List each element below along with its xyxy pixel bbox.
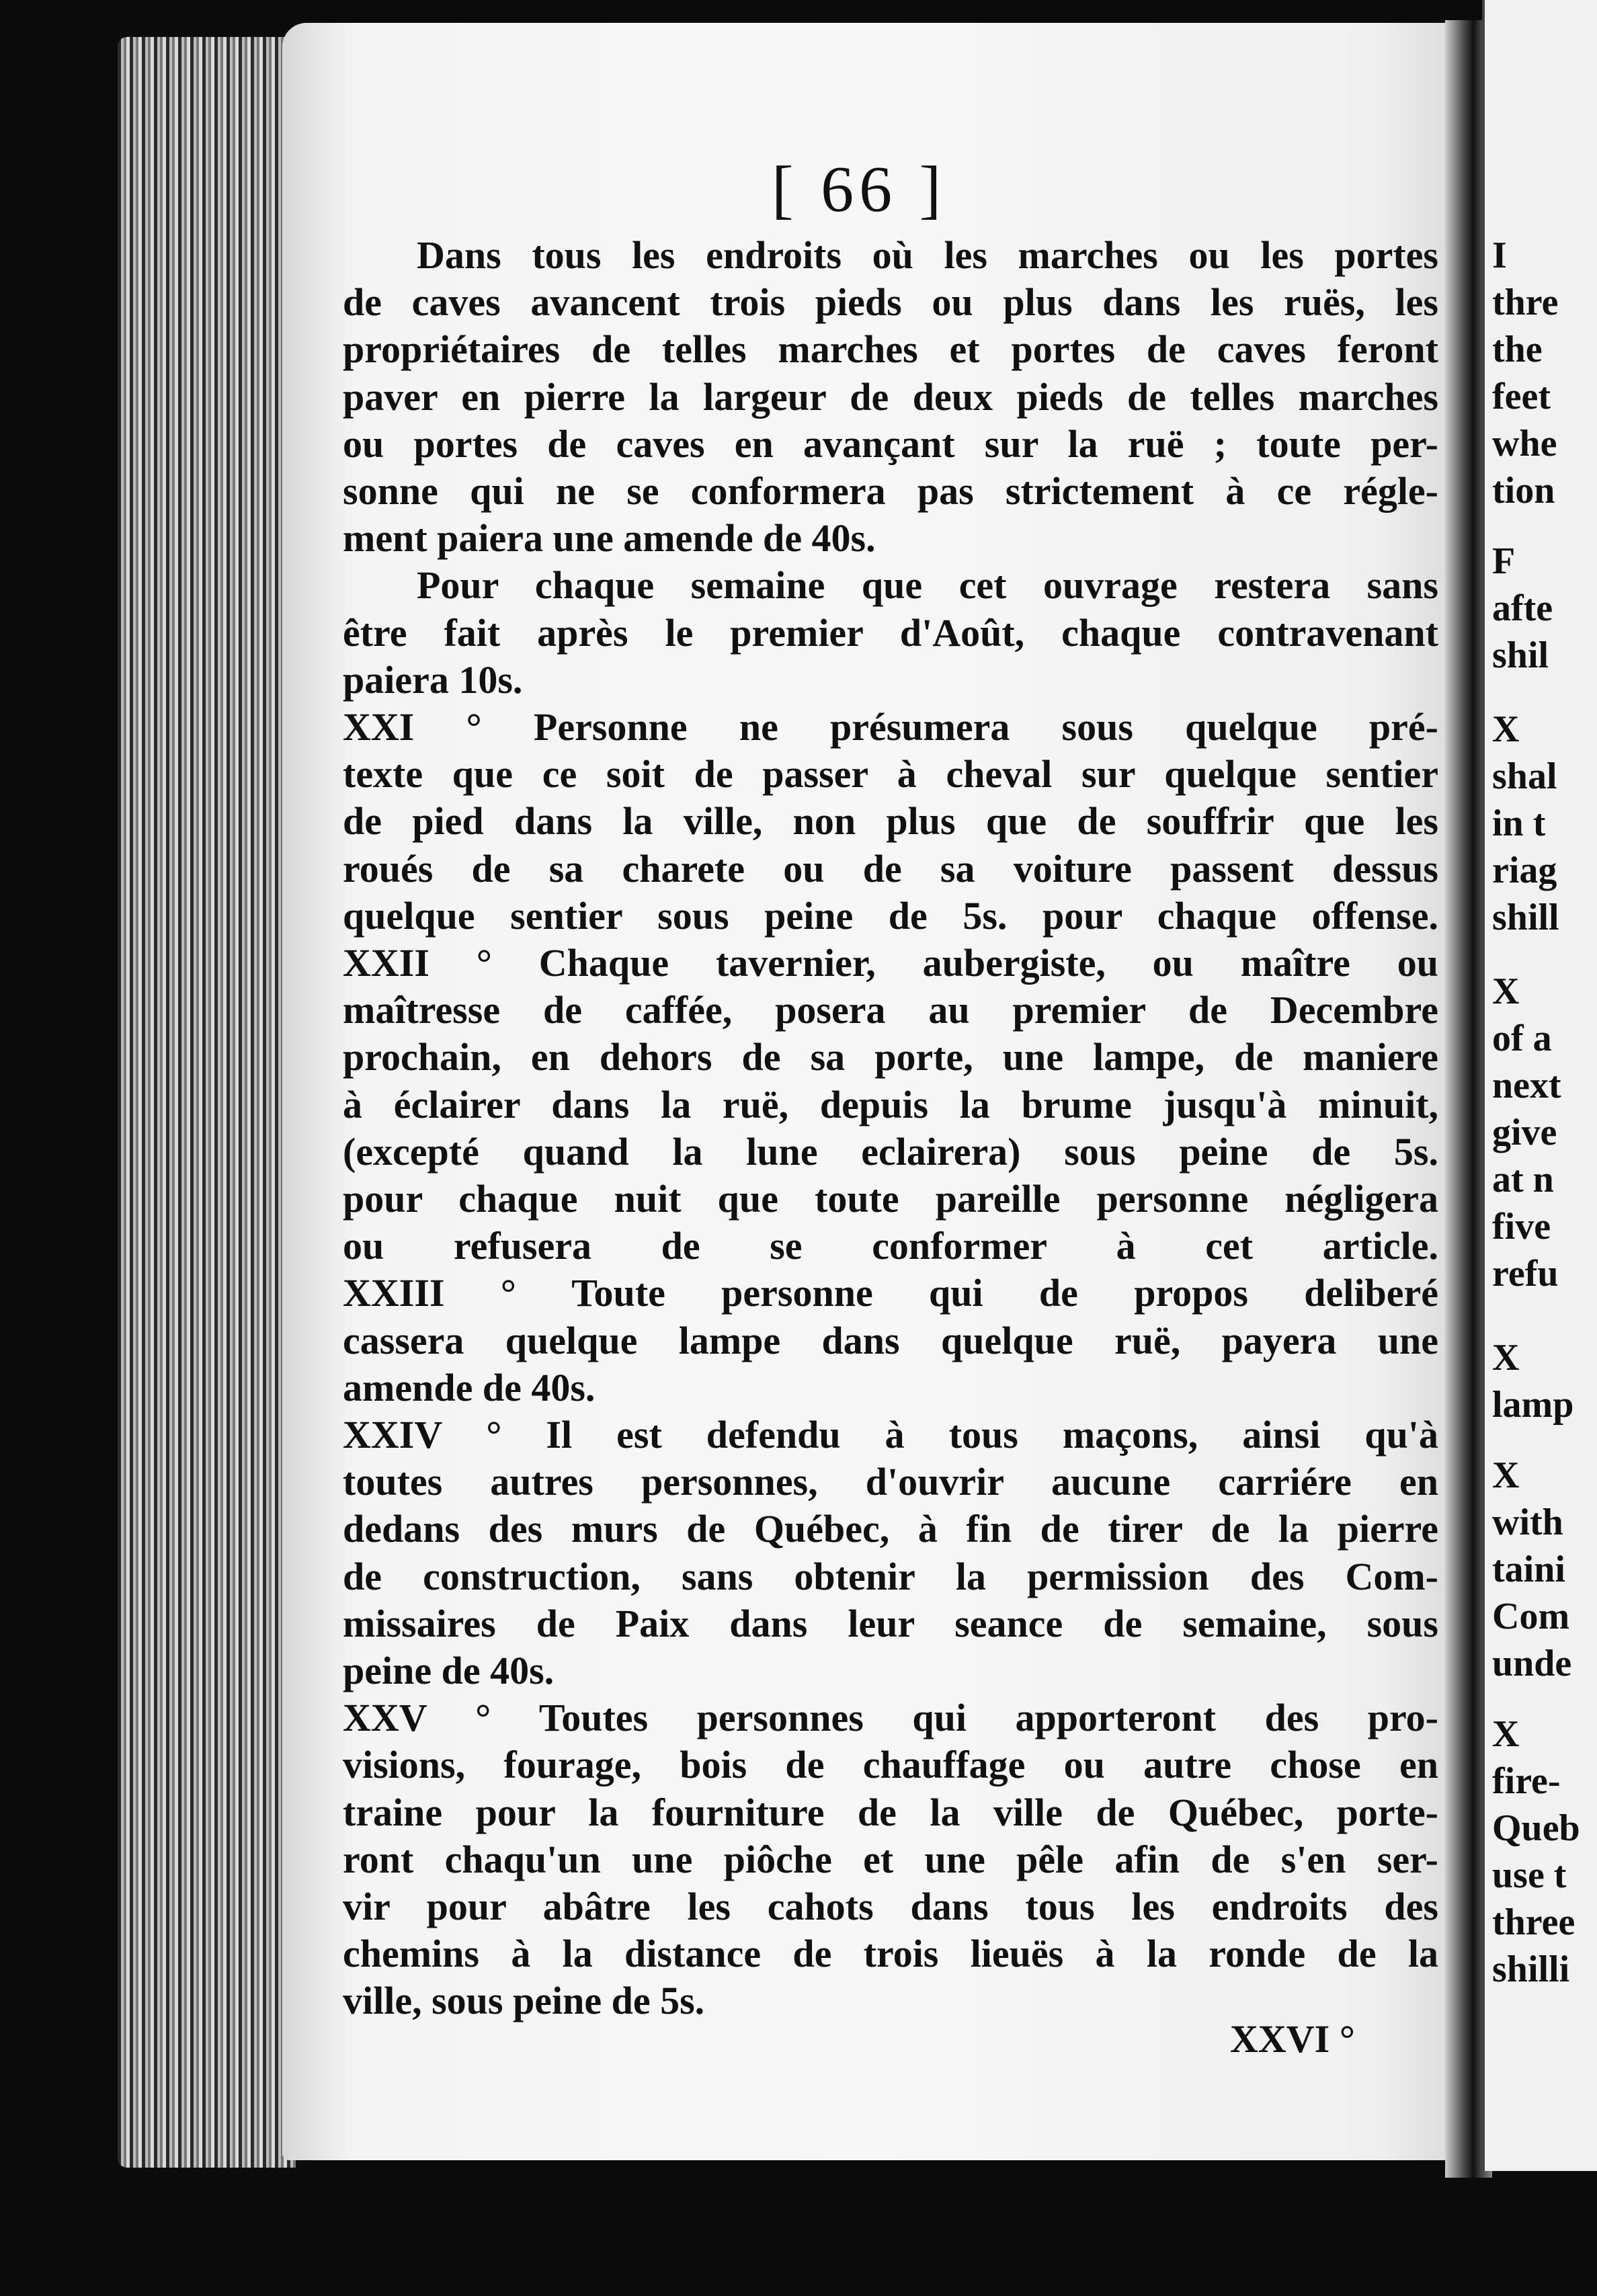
- text-line: visions, fourage, bois de chauffage ou autre chose en: [343, 1743, 1438, 1787]
- text-line: (excepté quand la lune eclairera) sous peine de 5s.: [343, 1129, 1438, 1174]
- facing-page-fragment: use t: [1492, 1854, 1567, 1896]
- facing-page-fragment: fire-: [1492, 1760, 1561, 1802]
- text-line: chemins à la distance de trois lieuës à la ronde de la: [343, 1932, 1438, 1976]
- facing-page-fragment: lamp: [1492, 1384, 1574, 1426]
- text-line: XXV ° Toutes personnes qui apporteront des pro-: [343, 1696, 1438, 1740]
- text-line: ou portes de caves en avançant sur la ruë ; toute per-: [343, 421, 1438, 466]
- text-line: XXII ° Chaque tavernier, aubergiste, ou maître ou: [343, 941, 1438, 985]
- text-line: sonne qui ne se conformera pas strictement à ce régle-: [343, 469, 1438, 513]
- text-line: traine pour la fourniture de la ville de Québec, porte-: [343, 1790, 1438, 1834]
- text-line: de construction, sans obtenir la permission des Com-: [343, 1554, 1438, 1598]
- facing-page-fragment: riag: [1492, 850, 1557, 891]
- text-line: paver en pierre la largeur de deux pieds de telles marches: [343, 374, 1438, 419]
- text-line: ront chaqu'un une piôche et une pêle afin de s'en ser-: [343, 1837, 1438, 1881]
- text-line: de pied dans la ville, non plus que de souffrir que les: [343, 799, 1438, 844]
- page-number: [ 66 ]: [772, 153, 947, 226]
- text-line: ou refusera de se conformer à cet article.: [343, 1224, 1438, 1268]
- text-line: XXIV ° Il est defendu à tous maçons, ainsi qu'à: [343, 1413, 1438, 1457]
- text-line: ment paiera une amende de 40s.: [343, 516, 876, 561]
- facing-page-fragment: shal: [1492, 755, 1557, 797]
- text-line: vir pour abâtre les cahots dans tous les endroits des: [343, 1885, 1438, 1928]
- text-line: Pour chaque semaine que cet ouvrage restera sans: [417, 563, 1438, 608]
- text-line: ville, sous peine de 5s.: [343, 1979, 705, 2023]
- facing-page-fragment: Com: [1492, 1596, 1570, 1637]
- facing-page-fragment: X: [1492, 1337, 1520, 1379]
- facing-page-fragment: whe: [1492, 423, 1557, 464]
- facing-page-fragment: thre: [1492, 282, 1559, 323]
- facing-page-fragment: afte: [1492, 587, 1553, 629]
- text-line: roués de sa charete ou de sa voiture passent dessus: [343, 846, 1438, 891]
- facing-page-fragment: X: [1492, 1713, 1520, 1755]
- facing-page-fragment: shilli: [1492, 1949, 1570, 1990]
- facing-page-fragment: X: [1492, 1454, 1520, 1496]
- facing-page-fragment: feet: [1492, 376, 1551, 417]
- text-line: quelque sentier sous peine de 5s. pour chaque offense.: [343, 893, 1438, 938]
- text-line: être fait après le premier d'Août, chaque contravenant: [343, 610, 1438, 655]
- text-line: missaires de Paix dans leur seance de semaine, sous: [343, 1601, 1438, 1645]
- facing-page-fragment: at n: [1492, 1159, 1554, 1200]
- text-line: à éclairer dans la ruë, depuis la brume jusqu'à minuit,: [343, 1082, 1438, 1126]
- facing-page-fragment: X: [1492, 708, 1520, 750]
- facing-page-fragment: X: [1492, 971, 1520, 1012]
- text-line: dedans des murs de Québec, à fin de tirer de la pierre: [343, 1507, 1438, 1551]
- facing-page-fragment: shil: [1492, 634, 1549, 676]
- text-line: XXIII ° Toute personne qui de propos deliberé: [343, 1271, 1438, 1315]
- facing-page-fragment: five: [1492, 1206, 1551, 1247]
- catchword: XXVI °: [1230, 2017, 1355, 2061]
- facing-page-fragment: taini: [1492, 1549, 1565, 1590]
- text-line: texte que ce soit de passer à cheval sur quelque sentier: [343, 752, 1438, 796]
- facing-page-fragment: in t: [1492, 803, 1546, 844]
- text-line: XXI ° Personne ne présumera sous quelque pré-: [343, 705, 1438, 749]
- text-line: de caves avancent trois pieds ou plus dans les ruës, les: [343, 280, 1438, 325]
- facing-page-fragment: Queb: [1492, 1807, 1580, 1849]
- facing-page-fragment: three: [1492, 1901, 1575, 1943]
- text-line: pour chaque nuit que toute pareille personne négligera: [343, 1177, 1438, 1221]
- text-line: amende de 40s.: [343, 1365, 596, 1409]
- facing-page-fragment: unde: [1492, 1643, 1572, 1684]
- text-line: Dans tous les endroits où les marches ou les portes: [417, 233, 1438, 277]
- text-line: cassera quelque lampe dans quelque ruë, payera une: [343, 1318, 1438, 1362]
- facing-page-fragment: refu: [1492, 1253, 1559, 1295]
- book-page-edges: [118, 37, 296, 2168]
- facing-page-fragment: of a: [1492, 1018, 1552, 1059]
- text-line: paiera 10s.: [343, 657, 523, 702]
- text-line: maîtresse de caffée, posera au premier de Decembre: [343, 988, 1438, 1032]
- facing-page-fragment: F: [1492, 540, 1516, 582]
- facing-page-fragment: shill: [1492, 897, 1559, 938]
- text-line: toutes autres personnes, d'ouvrir aucune carriére en: [343, 1460, 1438, 1504]
- text-line: peine de 40s.: [343, 1649, 555, 1692]
- facing-page-fragment: give: [1492, 1112, 1557, 1153]
- facing-page-fragment: with: [1492, 1502, 1563, 1543]
- facing-page-fragment: tion: [1492, 470, 1555, 511]
- text-line: prochain, en dehors de sa porte, une lampe, de maniere: [343, 1035, 1438, 1079]
- text-line: propriétaires de telles marches et portes de caves feront: [343, 327, 1438, 372]
- facing-page-fragment: I: [1492, 235, 1507, 276]
- facing-page-fragment: the: [1492, 329, 1543, 370]
- facing-page-fragment: next: [1492, 1065, 1561, 1106]
